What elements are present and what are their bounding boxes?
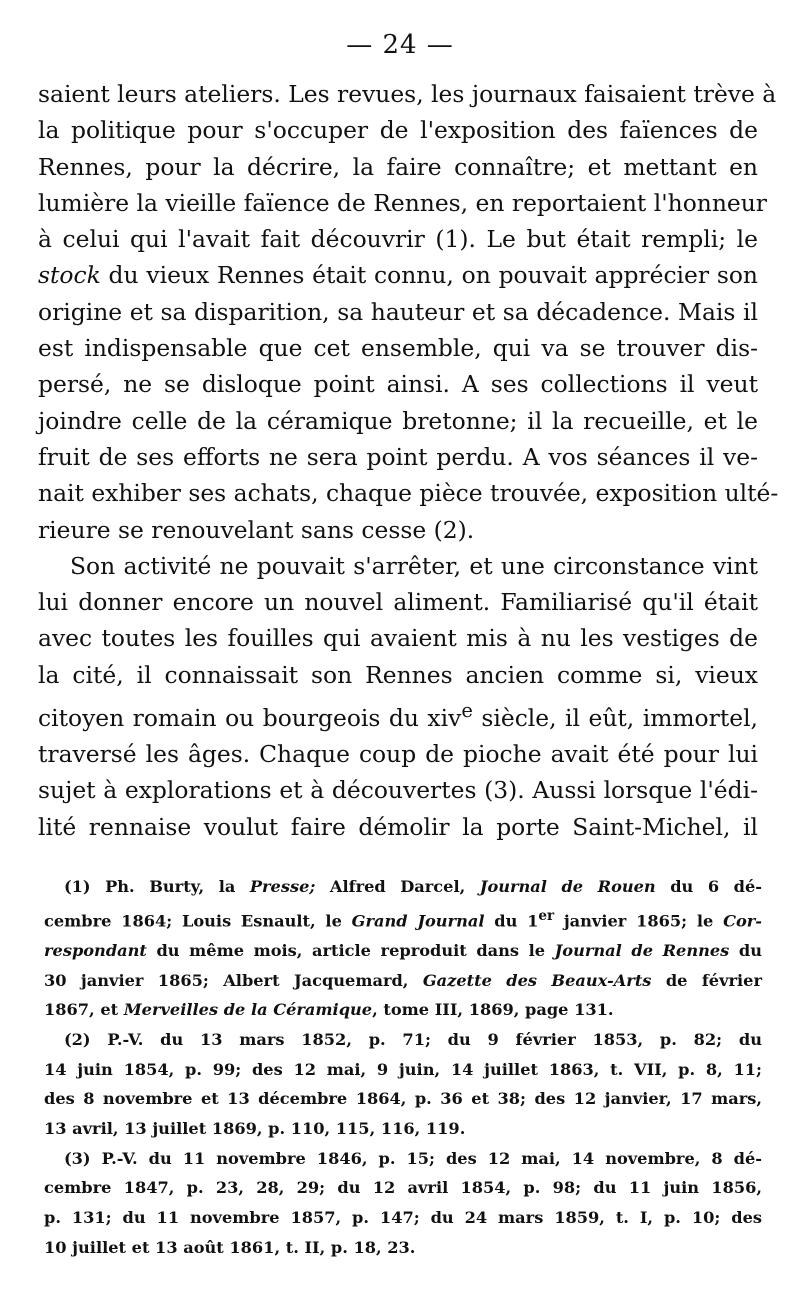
body-line: traversé les âges. Chaque coup de pioche avait été pour lui [38, 740, 758, 769]
body-line: lumière la vieille faïence de Rennes, en reportaient l'honneur [38, 188, 767, 217]
fn-text: Alfred Darcel, [315, 877, 480, 896]
fn-title: Presse; [249, 877, 316, 896]
body-line: est indispensable que cet ensemble, qui va se trouver dis- [38, 334, 758, 363]
body-line: saient leurs ateliers. Les revues, les journaux faisaient trève à [38, 80, 777, 108]
body-line-rest: siècle, il eût, immortel, [472, 703, 758, 732]
footnote-2-line: 14 juin 1854, p. 99; des 12 mai, 9 juin, 14 juillet 1863, t. VII, p. 8, 11; [44, 1059, 762, 1079]
stock-word: stock [38, 261, 101, 290]
footnote-3-line: 10 juillet et 13 août 1861, t. II, p. 18, 23. [44, 1237, 416, 1257]
body-line: sujet à explorations et à découvertes (3). Aussi lorsque l'édi- [38, 776, 758, 805]
body-line [38, 693, 758, 736]
fn-text: du [729, 940, 762, 960]
footnote-2-line: des 8 novembre et 13 décembre 1864, p. 36 et 38; des 12 janvier, 17 mars, [44, 1089, 762, 1109]
body-line: persé, ne se disloque point ainsi. A ses collections il veut [38, 370, 758, 399]
fn-text: 1867, et [44, 1000, 124, 1020]
fn-text: (1) Ph. Burty, la [64, 877, 250, 896]
footnote-1-line [44, 995, 762, 1025]
footnotes [44, 872, 762, 1263]
body-line: avec toutes les fouilles qui avaient mis à nu les vestiges de [38, 624, 758, 653]
body-line-start: citoyen romain ou bourgeois du xiv [38, 703, 462, 732]
body-line: la cité, il connaissait son Rennes ancien comme si, vieux [38, 660, 758, 689]
fn-text: , tome III, 1869, page 131. [372, 1000, 614, 1020]
footnote-1-line [44, 936, 762, 966]
body-line: origine et sa disparition, sa hauteur et sa décadence. Mais il [38, 297, 758, 326]
fn-title: Grand Journal [351, 911, 485, 931]
fn-text: de février [651, 970, 762, 990]
body-line: fruit de ses efforts ne sera point perdu. A vos séances il ve- [38, 442, 758, 471]
fn-title: Cor- [723, 911, 762, 931]
fn-title: Merveilles de la Céramique [123, 1000, 373, 1020]
body-line: lui donner encore un nouvel aliment. Familiarisé qu'il était [38, 588, 758, 617]
fn-title: Journal de Rennes [554, 940, 730, 960]
body-line [38, 257, 758, 293]
footnote-1-line [44, 872, 762, 902]
body-line: nait exhiber ses achats, chaque pièce trouvée, exposition ulté- [38, 479, 779, 508]
fn-title: respondant [44, 940, 147, 960]
body-line: joindre celle de la céramique bretonne; il la recueille, et le [38, 406, 758, 435]
footnote-3-line: cembre 1847, p. 23, 28, 29; du 12 avril 1854, p. 98; du 11 juin 1856, [44, 1178, 762, 1198]
superscript: e [461, 699, 473, 723]
body-line-rest: du vieux Rennes était connu, on pouvait apprécier son [100, 261, 758, 290]
footnote-3-line: (3) P.-V. du 11 novembre 1846, p. 15; des 12 mai, 14 novembre, 8 dé- [64, 1148, 762, 1168]
body-line: à celui qui l'avait fait découvrir (1). Le but était rempli; le [38, 225, 758, 254]
footnote-2-line: 13 avril, 13 juillet 1869, p. 110, 115, 116, 119. [44, 1119, 466, 1139]
fn-text: cembre 1864; Louis Esnault, le [44, 911, 352, 931]
body-line: rieure se renouvelant sans cesse (2). [38, 515, 475, 544]
fn-title: Gazette des Beaux-Arts [422, 970, 652, 990]
body-line: Son activité ne pouvait s'arrêter, et une circonstance vint [70, 551, 758, 580]
page-number: — 24 — [346, 30, 454, 60]
fn-title: Journal de Rouen [479, 877, 656, 896]
body-line: lité rennaise voulut faire démolir la porte Saint-Michel, il [38, 812, 758, 841]
superscript: er [538, 907, 555, 924]
fn-text: du même mois, article reproduit dans le [146, 940, 555, 960]
body-text [38, 76, 779, 845]
fn-text: 30 janvier 1865; Albert Jacquemard, [44, 970, 423, 990]
fn-text: du 6 dé- [655, 877, 762, 896]
fn-text: du 1 [484, 911, 539, 931]
body-line: la politique pour s'occuper de l'exposition des faïences de [38, 116, 758, 145]
footnote-2-line: (2) P.-V. du 13 mars 1852, p. 71; du 9 février 1853, p. 82; du [64, 1029, 762, 1049]
footnote-1-line [44, 902, 762, 936]
footnote-1-line [44, 966, 762, 996]
footnote-3-line: p. 131; du 11 novembre 1857, p. 147; du 24 mars 1859, t. I, p. 10; des [44, 1208, 762, 1228]
body-line: Rennes, pour la décrire, la faire connaître; et mettant en [38, 152, 758, 181]
fn-text: janvier 1865; le [554, 911, 724, 931]
